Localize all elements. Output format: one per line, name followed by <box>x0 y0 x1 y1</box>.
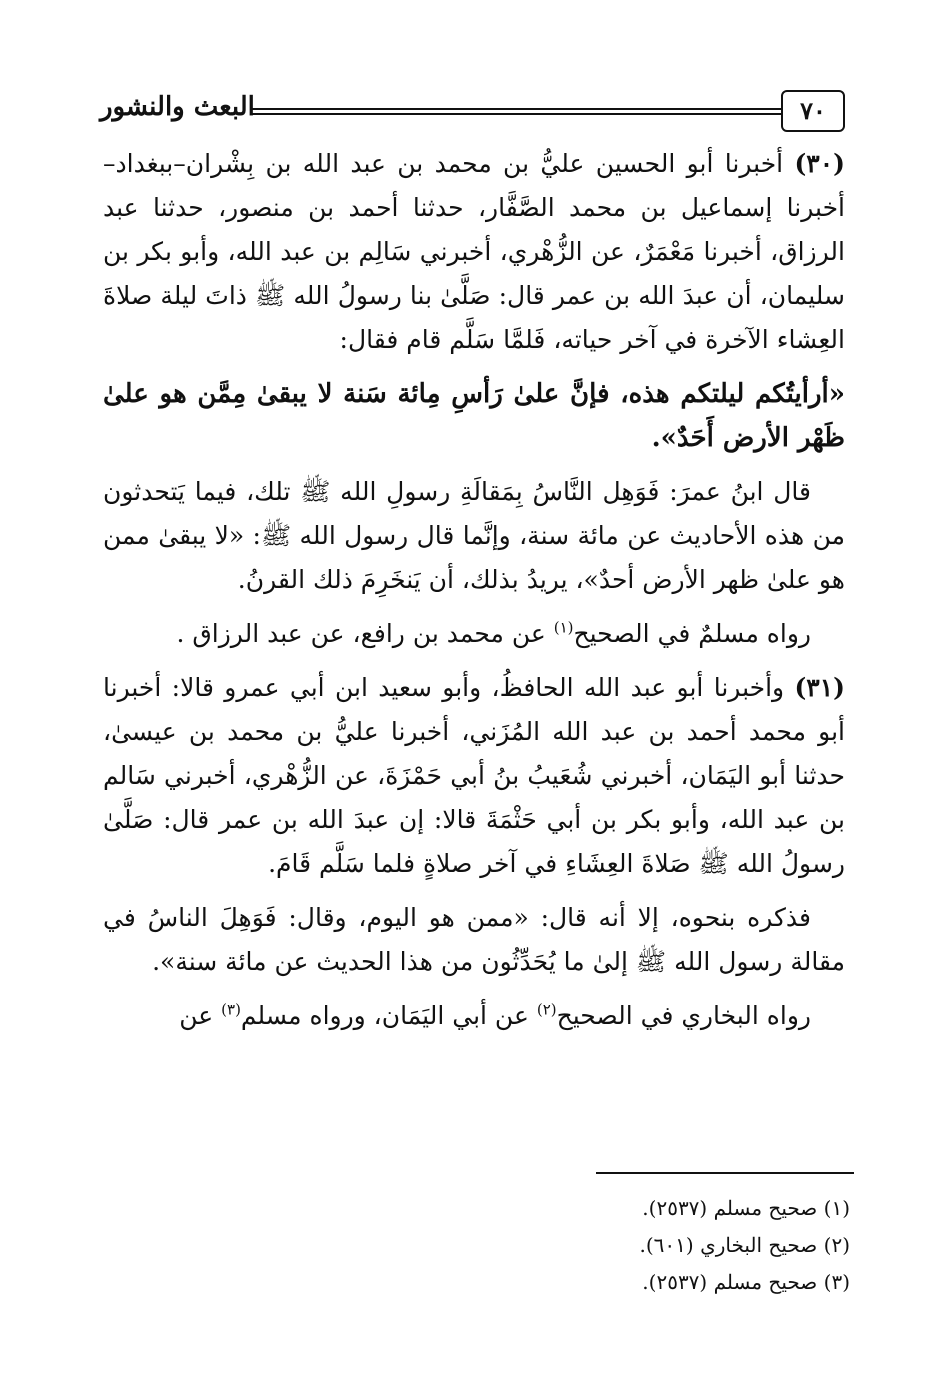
quote-text: «أرأيتُكم ليلتكم هذه، فإنَّ علىٰ رَأسِ مِائة سَنة لا يبقىٰ مِمَّن هو علىٰ ظَهْر الأرض أَحَدٌ». <box>103 379 845 453</box>
footnote-marker[interactable]: (١) <box>553 618 574 637</box>
page-header <box>100 88 845 132</box>
hadith-number: (٣١) <box>794 673 845 702</box>
variant-note <box>103 896 845 984</box>
paragraph-text: أخبرنا أبو الحسين عليُّ بن محمد بن عبد الله بن بِشْران–ببغداد– أخبرنا إسماعيل بن محمد الصَّفَّار، حدثنا أحمد بن منصور، حدثنا عبد الرزاق، أخبرنا مَعْمَرٌ، عن الزُّهْري، أخبرني سَالِم بن عبد الله، وأبو بكر بن سليمان، أن عبدَ الله بن عمر قال: صَلَّىٰ بنا رسولُ الله ﷺ ذاتَ ليلة صلاةَ العِشاء الآخرة في آخر حياته، فَلمَّا سَلَّم قام فقال: <box>103 149 845 354</box>
paragraph-text: عن أبي اليَمَان، ورواه مسلم <box>240 1001 537 1030</box>
paragraph-text: فذكره بنحوه، إلا أنه قال: «ممن هو اليوم، وقال: فَوَهِلَ الناسُ في مقالة رسول الله ﷺ إلىٰ ما يُحَدِّثُون من هذا الحديث عن مائة سنة». <box>103 903 845 976</box>
footnote-marker[interactable]: (٣) <box>221 1000 241 1019</box>
hadith-30 <box>103 142 845 362</box>
paragraph-text: وأخبرنا أبو عبد الله الحافظُ، وأبو سعيد ابن أبي عمرو قالا: أخبرنا أبو محمد أحمد بن عبد الله المُزَني، أخبرنا عليُّ بن محمد بن عيسىٰ، حدثنا أبو اليَمَان، أخبرني شُعَيبُ بنُ أبي حَمْزَةَ، عن الزُّهْري، أخبرني سَالم بن عبد الله، وأبو بكر بن أبي حَثْمَةَ قالا: إن عبدَ الله بن عمر قال: صَلَّىٰ رسولُ الله ﷺ صَلاةَ العِشَاءِ في آخر صلاةٍ فلما سَلَّم قَامَ. <box>103 673 845 878</box>
page-number: ٧٠ <box>781 90 845 132</box>
prophetic-quote <box>103 372 845 460</box>
footnote-separator <box>596 1172 854 1174</box>
takhrij-muslim <box>103 612 845 656</box>
paragraph-text: رواه مسلمٌ في الصحيح <box>573 619 811 648</box>
hadith-31 <box>103 666 845 886</box>
footnote-marker[interactable]: (٢) <box>536 1000 557 1019</box>
paragraph-text: قال ابنُ عمرَ: فَوَهِل النَّاسُ بِمَقالَةِ رسولِ الله ﷺ تلك، فيما يَتحدثون من هذه الأحاديث عن مائة سنة، وإنَّما قال رسول الله ﷺ: «لا يبقىٰ ممن هو علىٰ ظهر الأرض أحدٌ»، يريدُ بذلك، أن يَنخَرِمَ ذلك القرنُ. <box>103 477 845 594</box>
running-title: البعث والنشور <box>100 92 255 122</box>
paragraph-text: عن <box>179 1001 222 1030</box>
footnote-2: (٢) صحيح البخاري (٦٠١). <box>639 1233 850 1257</box>
hadith-number: (٣٠) <box>794 149 845 178</box>
header-rule <box>250 108 781 115</box>
paragraph-text: عن محمد بن رافع، عن عبد الرزاق . <box>176 619 554 648</box>
ibn-umar-comment <box>103 470 845 602</box>
page-body <box>103 142 845 1048</box>
footnotes <box>450 1190 850 1301</box>
takhrij-bukhari <box>103 994 845 1038</box>
footnote-3: (٣) صحيح مسلم (٢٥٣٧). <box>642 1270 850 1294</box>
paragraph-text: رواه البخاري في الصحيح <box>556 1001 811 1030</box>
footnote-1: (١) صحيح مسلم (٢٥٣٧). <box>642 1196 850 1220</box>
